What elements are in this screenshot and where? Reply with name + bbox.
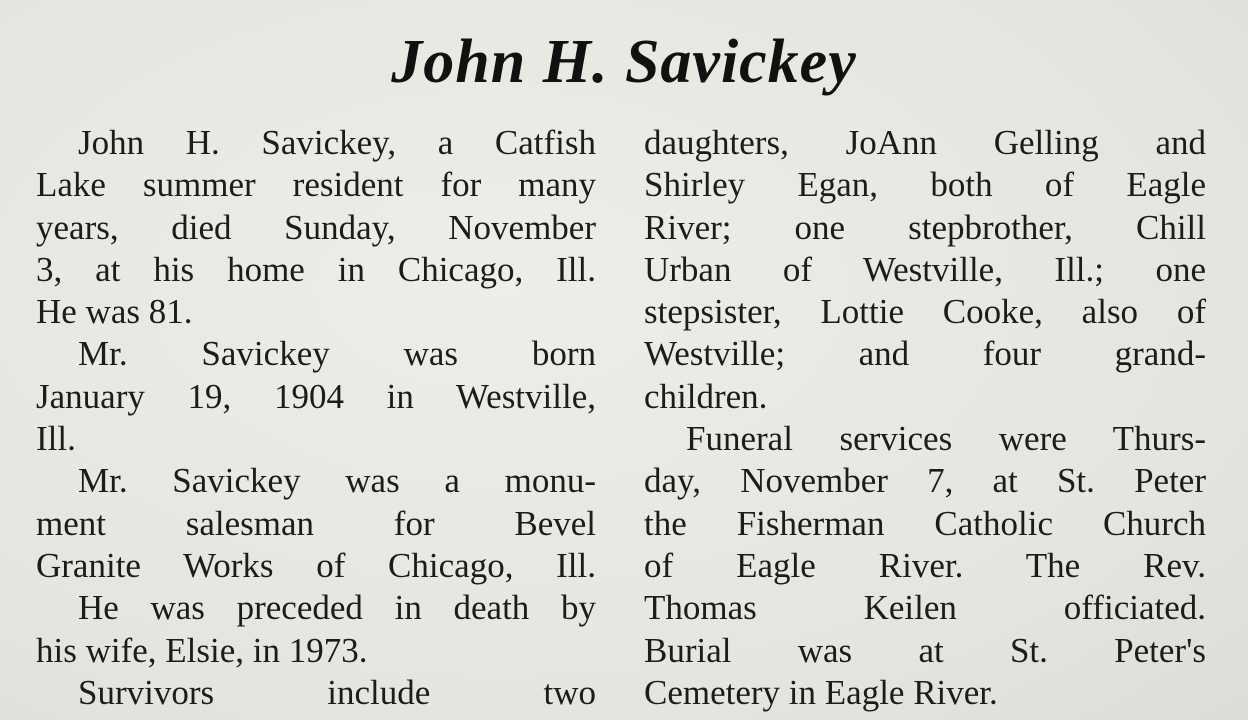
text-line: January 19, 1904 in Westville, [36, 376, 596, 416]
text-line: ment salesman for Bevel [36, 503, 596, 543]
paragraph-survivors-cont [644, 122, 1206, 418]
text-line: He was preceded in death by [78, 588, 596, 628]
text-line: Mr. Savickey was a monu- [78, 461, 596, 501]
text-line: Thomas Keilen officiated. [644, 588, 1206, 628]
text-line: River; one stepbrother, Chill [644, 207, 1206, 247]
text-line: John H. Savickey, a Catfish [78, 123, 596, 162]
text-line: Survivors include two [78, 672, 596, 712]
paragraph-death-notice [36, 122, 596, 333]
text-line: Burial was at St. Peter's [644, 630, 1206, 670]
text-line: Funeral services were Thurs- [686, 419, 1206, 459]
text-line: the Fisherman Catholic Church [644, 503, 1206, 543]
text-line: He was 81. [36, 292, 193, 332]
text-line: Lake summer resident for many [36, 165, 596, 205]
paragraph-birth [36, 333, 596, 460]
text-line: Mr. Savickey was born [78, 334, 596, 374]
paragraph-funeral [644, 418, 1206, 714]
text-line: children. [644, 376, 768, 416]
text-line: Shirley Egan, both of Eagle [644, 165, 1206, 205]
text-line: day, November 7, at St. Peter [644, 461, 1206, 501]
paragraph-preceded [36, 587, 596, 672]
text-line: Granite Works of Chicago, Ill. [36, 545, 596, 585]
text-line: 3, at his home in Chicago, Ill. [36, 249, 596, 289]
obituary-headline: John H. Savickey [391, 28, 857, 96]
right-column [644, 122, 1206, 714]
text-line: Cemetery in Eagle River. [644, 672, 998, 712]
text-line: Urban of Westville, Ill.; one [644, 249, 1206, 289]
left-column [36, 122, 596, 714]
text-line: years, died Sunday, November [36, 207, 596, 247]
paragraph-survivors-start [36, 672, 596, 714]
text-line: daughters, JoAnn Gelling and [644, 123, 1206, 162]
text-line: Ill. [36, 419, 76, 459]
text-line: his wife, Elsie, in 1973. [36, 630, 368, 670]
text-line: Westville; and four grand- [644, 334, 1206, 374]
text-line: stepsister, Lottie Cooke, also of [644, 292, 1206, 332]
paragraph-career [36, 460, 596, 587]
text-line: of Eagle River. The Rev. [644, 545, 1206, 585]
